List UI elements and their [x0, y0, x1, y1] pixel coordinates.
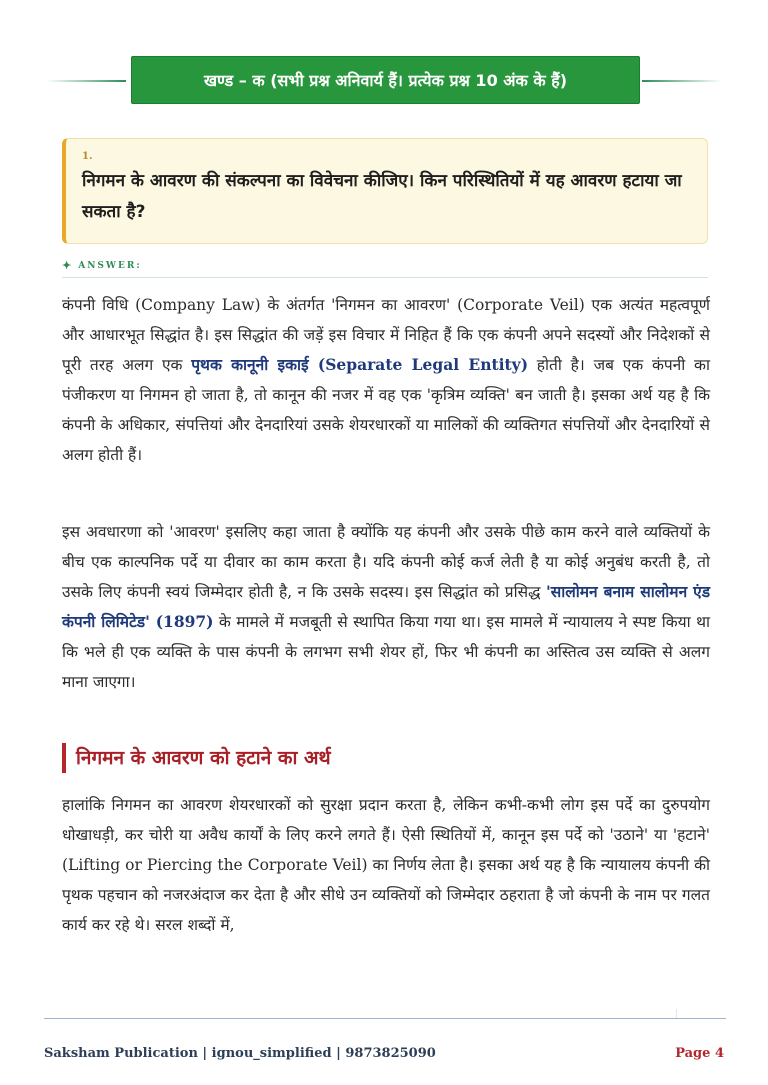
answer-divider: [62, 277, 708, 278]
question-box: [62, 138, 708, 244]
answer-label: ANSWER:: [78, 260, 142, 271]
sparkle-icon: ✦: [62, 259, 74, 272]
answer-paragraph-3: हालांकि निगमन का आवरण शेयरधारकों को सुरक्षा प्रदान करता है, लेकिन कभी-कभी लोग इस पर्दे का दुरुपयोग धोखाधड़ी, कर चोरी या अवैध कार्यों के लिए करने लगते हैं। ऐसी स्थितियों में, कानून इस पर्दे को 'उठाने' या 'हटाने' (Lifting or Piercing the Corporate Veil) का निर्णय लेता है। इसका अर्थ यह है कि न्यायालय कंपनी की पृथक पहचान को नजरअंदाज कर देता है और सीधे उन व्यक्तियों को जिम्मेदार ठहराता है जो कंपनी के नाम पर गलत कार्य कर रहे थे। सरल शब्दों में,: [62, 796, 710, 934]
paragraph2-highlight: 'सालोमन बनाम सालोमन एंड कंपनी लिमिटेड' (1897): [62, 582, 711, 631]
section-banner: खण्ड – क (सभी प्रश्न अनिवार्य हैं। प्रत्येक प्रश्न 10 अंक के हैं): [131, 56, 640, 104]
subheading: निगमन के आवरण को हटाने का अर्थ: [62, 743, 331, 773]
answer-label-row: [62, 259, 142, 272]
banner-right-line: [642, 80, 722, 82]
page-number: Page 4: [675, 1046, 724, 1061]
paragraph2-text-a: इस अवधारणा को 'आवरण' इसलिए कहा जाता है क्योंकि यह कंपनी और उसके पीछे काम करने वाले व्यक्तियों के बीच एक काल्पनिक पर्दे या दीवार का काम करता है। यदि कंपनी कोई कर्ज लेती है या कोई अनुबंध करती है, तो उसके लिए कंपनी स्वयं जिम्मेदार होती है, न कि उसके सदस्य। इस सिद्धांत को प्रसिद्ध: [62, 523, 710, 601]
footer-tick: [676, 1009, 677, 1018]
paragraph1-text-a: कंपनी विधि (Company Law) के अंतर्गत 'निगमन का आवरण' (Corporate Veil) एक अत्यंत महत्वपूर्ण और आधारभूत सिद्धांत है। इस सिद्धांत की जड़ें इस विचार में निहित हैं कि एक कंपनी अपने सदस्यों और निदेशकों से पूरी तरह अलग एक: [62, 296, 710, 374]
paragraph1-highlight: पृथक कानूनी इकाई (Separate Legal Entity): [191, 355, 529, 374]
footer-divider: [44, 1018, 726, 1019]
paragraph2-text-b: के मामले में मजबूती से स्थापित किया गया था। इस मामले में न्यायालय ने स्पष्ट किया था कि भले ही एक व्यक्ति के पास कंपनी के लगभग सभी शेयर हों, फिर भी कंपनी का अस्तित्व उस व्यक्ति से अलग माना जाएगा।: [62, 613, 710, 691]
section-banner-wrap: [0, 56, 768, 104]
question-number: 1.: [82, 151, 93, 162]
banner-left-line: [46, 80, 126, 82]
question-text: निगमन के आवरण की संकल्पना का विवेचना कीजिए। किन परिस्थितियों में यह आवरण हटाया जा सकता है?: [82, 171, 682, 222]
paragraph1-text-b: होती है। जब एक कंपनी का पंजीकरण या निगमन हो जाता है, तो कानून की नजर में वह एक 'कृत्रिम व्यक्ति' बन जाती है। इसका अर्थ यह है कि कंपनी के अधिकार, संपत्तियां और देनदारियां उसके शेयरधारकों या मालिकों की व्यक्तिगत संपत्तियों और देनदारियों से अलग होती हैं।: [62, 356, 710, 464]
answer-paragraph-2: [62, 517, 710, 697]
footer-publisher: Saksham Publication | ignou_simplified | 9873825090: [44, 1046, 436, 1061]
answer-paragraph-1: [62, 290, 710, 470]
